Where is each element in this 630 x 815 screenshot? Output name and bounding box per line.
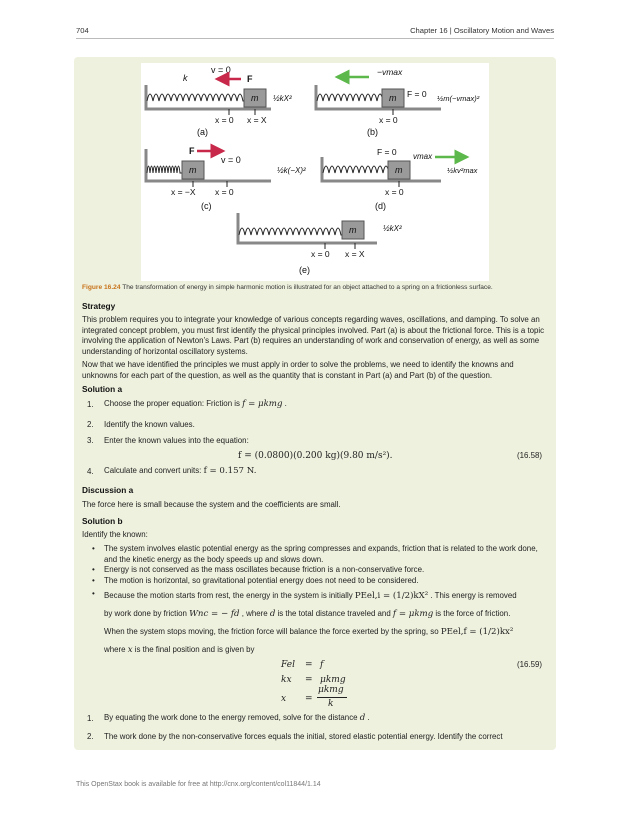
- tick-label-e-1: x = X: [345, 249, 365, 259]
- discussion-a-heading: Discussion a: [82, 485, 134, 495]
- energy-label-e: ½kX²: [383, 224, 402, 233]
- solution-a-heading: Solution a: [82, 384, 123, 394]
- spring-constant-label-a: k: [183, 73, 188, 83]
- bullet: •: [92, 544, 95, 553]
- strategy-paragraph-1: This problem requires you to integrate your knowledge of various concepts regarding waves, oscillations, and damping. To solve an integrated concept problem, you must first identify the physical principles involved. Part (a) is about the frictional force. This is a topic involving the application of Newton’s Laws. Part (b) requires an understanding of work and conservation of energy, as well as some understanding of horizontal oscillatory systems.: [82, 315, 545, 356]
- text: where: [104, 645, 128, 654]
- solution-a-step-4: [104, 466, 544, 477]
- equation-number-16-59: (16.59): [516, 660, 542, 669]
- velocity-label-a: v = 0: [211, 65, 231, 75]
- friction-formula: f = μkmg: [392, 609, 434, 619]
- solution-a-step-2: Identify the known values.: [104, 420, 195, 429]
- mass-label-d: m: [395, 165, 403, 175]
- eq-lhs: Fel: [281, 660, 295, 670]
- work-formula: Wnc = − fd: [189, 609, 240, 619]
- text: is the force of friction.: [433, 609, 511, 618]
- force-label-a: F: [247, 74, 253, 84]
- known-bullet-3: The motion is horizontal, so gravitational potential energy does not need to be considered.: [104, 576, 419, 585]
- force-label-b: F = 0: [407, 89, 427, 99]
- panel-label-e: (e): [299, 265, 310, 275]
- solution-b-heading: Solution b: [82, 516, 123, 526]
- panel-label-d: (d): [375, 201, 386, 211]
- friction-result: f = 0.157 N.: [203, 466, 257, 476]
- eq-op: =: [305, 660, 313, 670]
- step-number: 1.: [87, 714, 94, 723]
- mass-label-b: m: [389, 93, 397, 103]
- header-rule: [76, 38, 554, 39]
- distance-symbol: d: [359, 713, 366, 723]
- text: is the total distance traveled and: [275, 609, 393, 618]
- step-number: 3.: [87, 436, 94, 445]
- step-number: 2.: [87, 732, 94, 741]
- step-text: By equating the work done to the energy removed, solve for the distance: [104, 713, 360, 722]
- panel-d: [322, 147, 478, 211]
- eq-rhs: f: [320, 660, 324, 670]
- figure-caption: [82, 284, 546, 292]
- panel-e: [238, 213, 402, 275]
- force-label-d: F = 0: [377, 147, 397, 157]
- energy-label-d: ½kv²max: [447, 166, 478, 175]
- position-symbol: x: [127, 645, 133, 655]
- text: When the system stops moving, the friction force will balance the force exerted by the spring, so: [104, 627, 441, 636]
- solution-a-step-1: [104, 399, 544, 410]
- eq-denominator: k: [328, 699, 334, 709]
- known-bullet-4: [104, 587, 544, 659]
- bullet: •: [92, 589, 95, 598]
- panel-label-c: (c): [201, 201, 212, 211]
- page-number: 704: [76, 26, 89, 35]
- tick-label-e-0: x = 0: [311, 249, 330, 259]
- fraction-bar: [317, 697, 347, 698]
- panel-a: [146, 65, 292, 137]
- pe-final-formula: PEel,f = (1/2)kx²: [440, 627, 514, 637]
- panel-c: [146, 146, 306, 211]
- step-number: 2.: [87, 420, 94, 429]
- tick-label-d-0: x = 0: [385, 187, 404, 197]
- mass-label-e: m: [349, 225, 357, 235]
- tick-label-a-1: x = X: [247, 115, 267, 125]
- eq-op: =: [305, 675, 313, 685]
- page-footer: [76, 781, 321, 788]
- step-tail: .: [282, 399, 287, 408]
- step-text: Choose the proper equation: Friction is: [104, 399, 243, 408]
- pe-initial-formula: PEel,i = (1/2)kX²: [354, 591, 429, 601]
- eq-lhs: x: [281, 694, 287, 704]
- discussion-a-text: The force here is small because the system and the coefficients are small.: [82, 500, 341, 509]
- energy-label-a: ½kX²: [273, 94, 292, 103]
- chapter-title: Chapter 16 | Oscillatory Motion and Waves: [410, 26, 554, 35]
- tick-label-c-0: x = −X: [171, 187, 196, 197]
- equation-16-58: f = (0.0800)(0.200 kg)(9.80 m/s²).: [238, 451, 393, 461]
- force-label-c: F: [189, 146, 195, 156]
- bullet: •: [92, 565, 95, 574]
- figure-caption-text: The transformation of energy in simple harmonic motion is illustrated for an object attached to a spring on a frictionless surface.: [120, 284, 493, 291]
- solution-b-step-2: The work done by the non-conservative forces equals the initial, stored elastic potential energy. Identify the correct: [104, 732, 503, 741]
- text: Because the motion starts from rest, the energy in the system is initially: [104, 591, 355, 600]
- eq-numerator: μkmg: [318, 685, 344, 695]
- velocity-label-d: vmax: [413, 152, 433, 161]
- step-number: 1.: [87, 400, 94, 409]
- velocity-label-b: −vmax: [377, 67, 403, 77]
- footer-link[interactable]: http://cnx.org/content/col11844/1.14: [209, 781, 321, 788]
- text: is the final position and is given by: [132, 645, 255, 654]
- figure-16-24: [141, 63, 489, 281]
- step-text: Calculate and convert units:: [104, 466, 204, 475]
- panel-b: [316, 67, 480, 137]
- eq-op: =: [305, 694, 313, 704]
- figure-label: Figure 16.24: [82, 284, 121, 291]
- eq-lhs: kx: [281, 675, 292, 685]
- known-bullet-2: Energy is not conserved as the mass oscillates because friction is a non-conservative force.: [104, 565, 425, 574]
- strategy-heading: Strategy: [82, 301, 116, 311]
- solution-b-step-1: [104, 713, 544, 724]
- distance-symbol: d: [269, 609, 276, 619]
- step-tail: .: [365, 713, 370, 722]
- equation-number-16-58: (16.58): [516, 451, 542, 460]
- tick-label-a-0: x = 0: [215, 115, 234, 125]
- tick-label-c-1: x = 0: [215, 187, 234, 197]
- solution-b-intro: Identify the known:: [82, 530, 148, 539]
- strategy-paragraph-2: Now that we have identified the principles we must apply in order to solve the problems, we need to identify the knowns and unknowns for each part of the question, as well as the quantity that is constant in Part (a) and Part (b) of the question.: [82, 360, 514, 380]
- friction-formula: f = μkmg: [242, 399, 283, 409]
- eq-rhs: μkmg: [320, 675, 346, 685]
- tick-label-b-0: x = 0: [379, 115, 398, 125]
- energy-label-c: ½k(−X)²: [277, 166, 306, 175]
- step-number: 4.: [87, 467, 94, 476]
- text: . This energy is removed: [428, 591, 517, 600]
- text: by work done by friction: [104, 609, 190, 618]
- footer-text: This OpenStax book is available for free at: [76, 781, 210, 788]
- panel-label-a: (a): [197, 127, 208, 137]
- energy-label-b: ½m(−vmax)²: [437, 94, 480, 103]
- panel-label-b: (b): [367, 127, 378, 137]
- mass-label-c: m: [189, 165, 197, 175]
- bullet: •: [92, 576, 95, 585]
- mass-label-a: m: [251, 93, 259, 103]
- spring-diagram: [141, 63, 489, 281]
- text: , where: [239, 609, 270, 618]
- known-bullet-1: The system involves elastic potential energy as the spring compresses and expands, friction that is related to the work done, and the kinetic energy as the body speeds up and slows down.: [104, 544, 538, 564]
- solution-a-step-3: Enter the known values into the equation:: [104, 436, 249, 445]
- velocity-label-c: v = 0: [221, 155, 241, 165]
